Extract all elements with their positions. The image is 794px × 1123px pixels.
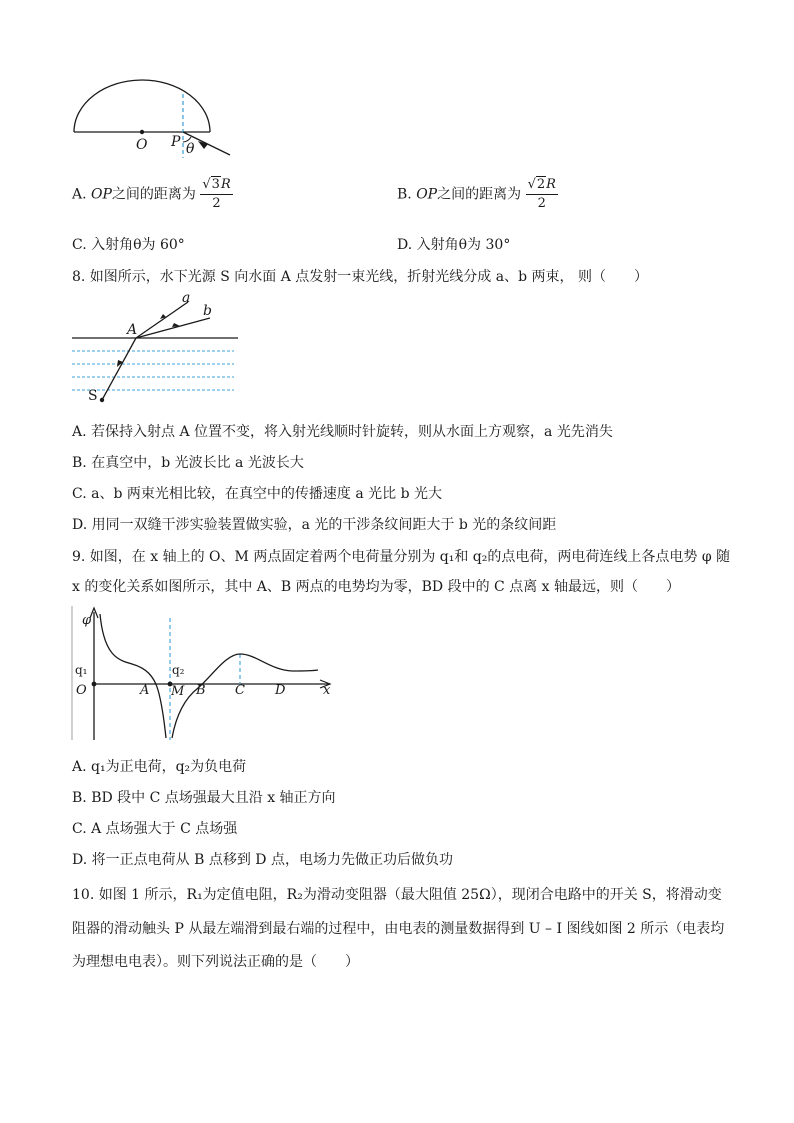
- q9-option-c[interactable]: C. A 点场强大于 C 点场强: [72, 821, 238, 837]
- semicircle-figure: [60, 78, 250, 163]
- q7-option-a[interactable]: A. OP之间的距离为 $\frac{√3R}{2}$: [72, 177, 231, 211]
- label-ray-a: a: [182, 290, 191, 306]
- label-q2: q₂: [172, 663, 185, 677]
- q9-option-d[interactable]: D. 将一正点电荷从 B 点移到 D 点，电场力先做正功后做负功: [72, 852, 453, 868]
- q10-line3: 为理想电电表）。则下列说法正确的是（ ）: [72, 954, 359, 970]
- q9-stem-line1: 9. 如图，在 x 轴上的 O、M 两点固定着两个电荷量分别为 q₁和 q₂的点电荷，两电荷连线上各点电势 φ 随: [72, 549, 731, 565]
- label-p: P: [171, 134, 181, 150]
- q9-stem-line2: x 的变化关系如图所示，其中 A、B 两点的电势均为零，BD 段中的 C 点离 x 轴最远，则（ ）: [72, 579, 681, 595]
- label-q1: q₁: [75, 663, 88, 677]
- label-m: M: [171, 684, 185, 699]
- refraction-figure: [70, 290, 245, 408]
- fraction: $\frac{√2R}{2}$: [527, 177, 556, 211]
- label-d: D: [275, 683, 286, 698]
- q9-option-a[interactable]: A. q₁为正电荷，q₂为负电荷: [72, 759, 247, 775]
- q8-option-d[interactable]: D. 用同一双缝干涉实验装置做实验，a 光的干涉条纹间距大于 b 光的条纹间距: [72, 517, 557, 533]
- q8-option-b[interactable]: B. 在真空中，b 光波长比 a 光波长大: [72, 455, 304, 471]
- q7-option-b[interactable]: B. OP之间的距离为 $\frac{√2R}{2}$: [397, 177, 556, 211]
- label-a: A: [140, 683, 150, 698]
- q10-line2: 阻器的滑动触头 P 从最左端滑到最右端的过程中，由电表的测量数据得到 U – I 图线如图 2 所示（电表均: [72, 921, 725, 937]
- label-ray-b: b: [203, 303, 212, 319]
- q9-option-b[interactable]: B. BD 段中 C 点场强最大且沿 x 轴正方向: [72, 790, 336, 806]
- axis-label-x: x: [323, 683, 331, 698]
- q7-option-d[interactable]: D. 入射角θ为 30°: [397, 237, 511, 253]
- q8-option-a[interactable]: A. 若保持入射点 A 位置不变，将入射光线顺时针旋转，则从水面上方观察，a 光先消失: [72, 424, 613, 440]
- label-origin: O: [76, 683, 87, 698]
- q7-option-c[interactable]: C. 入射角θ为 60°: [72, 237, 185, 253]
- label-o: O: [136, 137, 148, 153]
- label-a-point: A: [127, 322, 138, 338]
- label-s: S: [88, 388, 98, 404]
- label-b: B: [196, 683, 206, 698]
- q10-line1: 10. 如图 1 所示，R₁为定值电阻，R₂为滑动变阻器（最大阻值 25Ω），现闭合电路中的开关 S，将滑动变: [72, 887, 722, 903]
- potential-graph: [70, 604, 340, 744]
- label-c: C: [235, 683, 245, 698]
- axis-label-phi: φ: [82, 613, 92, 628]
- label-theta: θ: [186, 141, 195, 157]
- q8-option-c[interactable]: C. a、b 两束光相比较，在真空中的传播速度 a 光比 b 光大: [72, 486, 442, 502]
- fraction: $\frac{√3R}{2}$: [202, 177, 231, 211]
- q8-stem: 8. 如图所示，水下光源 S 向水面 A 点发射一束光线，折射光线分成 a、b 两束， 则（ ）: [72, 269, 648, 285]
